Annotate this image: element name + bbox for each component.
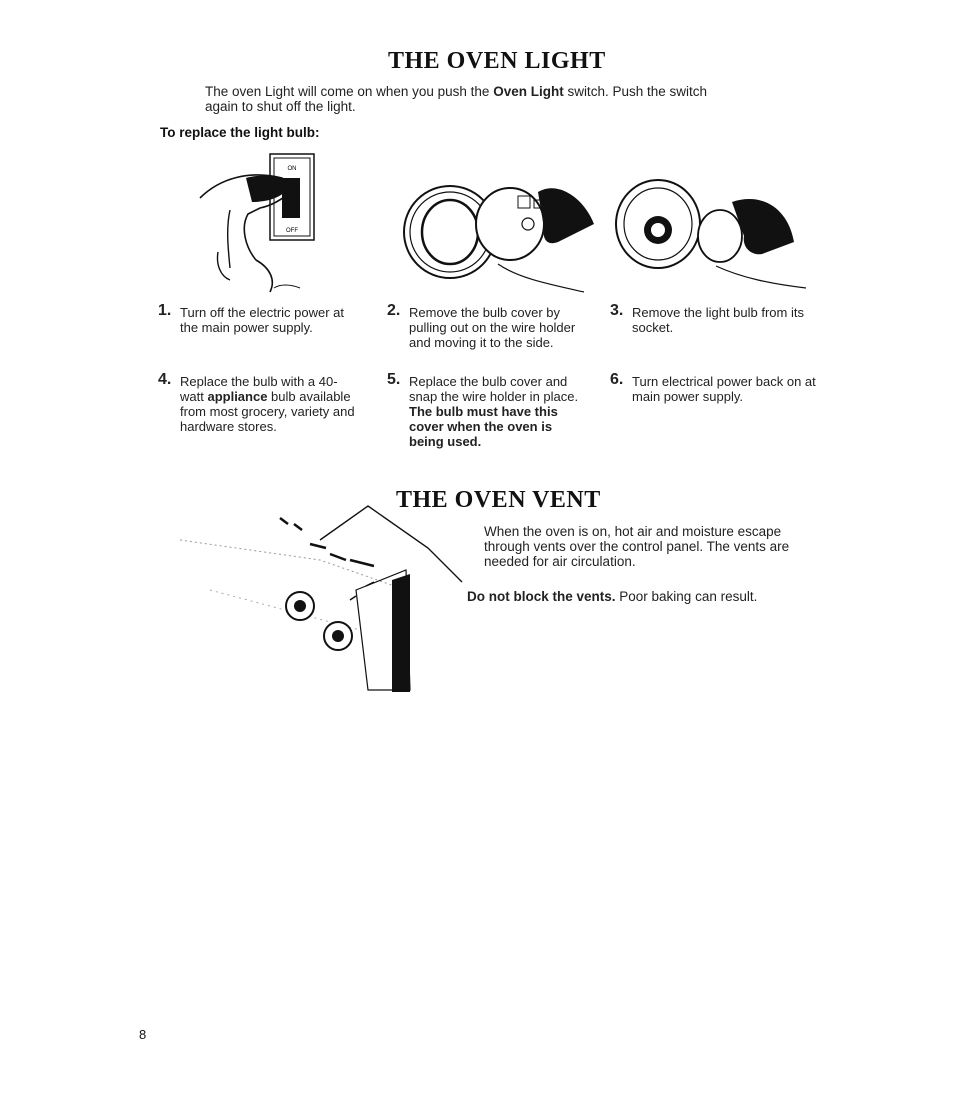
step-2-text: Remove the bulb cover by pulling out on the wire holder and moving it to the side. bbox=[409, 305, 576, 350]
page-number: 8 bbox=[139, 1027, 147, 1042]
intro-text-b: switch. Push the switch bbox=[563, 84, 707, 99]
oven-light-heading: THE OVEN LIGHT bbox=[388, 48, 606, 74]
step-2-number: 2. bbox=[387, 302, 401, 319]
step-6-text: Turn electrical power back on at main power supply. bbox=[632, 374, 816, 404]
step-1-number: 1. bbox=[158, 302, 172, 319]
step-5-text-a: Replace the bulb cover and snap the wire holder in place. bbox=[409, 374, 579, 404]
intro-text-c: again to shut off the light. bbox=[205, 99, 356, 114]
intro-bold: Oven Light bbox=[493, 84, 564, 99]
step-5-bold: The bulb must have this cover when the oven is being used. bbox=[409, 404, 558, 449]
step-4 bbox=[158, 371, 360, 434]
oven-vent-paragraph: When the oven is on, hot air and moisture escape through vents over the control panel. The vents are needed for air circulation. bbox=[484, 524, 790, 569]
bulb-cover-illustration bbox=[398, 168, 598, 296]
oven-vent-warning bbox=[467, 589, 807, 604]
step-1-text: Turn off the electric power at the main power supply. bbox=[180, 305, 345, 335]
step-4-text-b: bulb available from most grocery, variety and hardware stores. bbox=[180, 389, 355, 434]
step-6-number: 6. bbox=[610, 371, 624, 388]
step-6 bbox=[610, 371, 822, 404]
step-5 bbox=[387, 371, 589, 449]
oven-light-intro bbox=[205, 84, 765, 114]
power-switch-illustration bbox=[190, 148, 330, 300]
switch-on-label: ON bbox=[287, 166, 297, 172]
oven-vent-illustration bbox=[170, 500, 470, 696]
step-4-text-a: Replace the bulb with a 40-watt bbox=[180, 374, 338, 404]
step-4-number: 4. bbox=[158, 371, 172, 388]
replace-bulb-subheading: To replace the light bulb: bbox=[160, 125, 320, 140]
intro-text-a: The oven Light will come on when you push the bbox=[205, 84, 494, 99]
step-3 bbox=[610, 302, 822, 335]
step-4-bold: appliance bbox=[207, 389, 268, 404]
step-3-number: 3. bbox=[610, 302, 624, 319]
step-2 bbox=[387, 302, 594, 350]
warning-bold: Do not block the vents. bbox=[467, 589, 616, 604]
warning-rest: Poor baking can result. bbox=[615, 589, 758, 604]
step-3-text: Remove the light bulb from its socket. bbox=[632, 305, 804, 335]
switch-off-label: OFF bbox=[286, 228, 298, 234]
step-1 bbox=[158, 302, 360, 335]
oven-vent-heading: THE OVEN VENT bbox=[396, 487, 601, 513]
step-5-number: 5. bbox=[387, 371, 401, 388]
bulb-removal-illustration bbox=[612, 172, 812, 296]
